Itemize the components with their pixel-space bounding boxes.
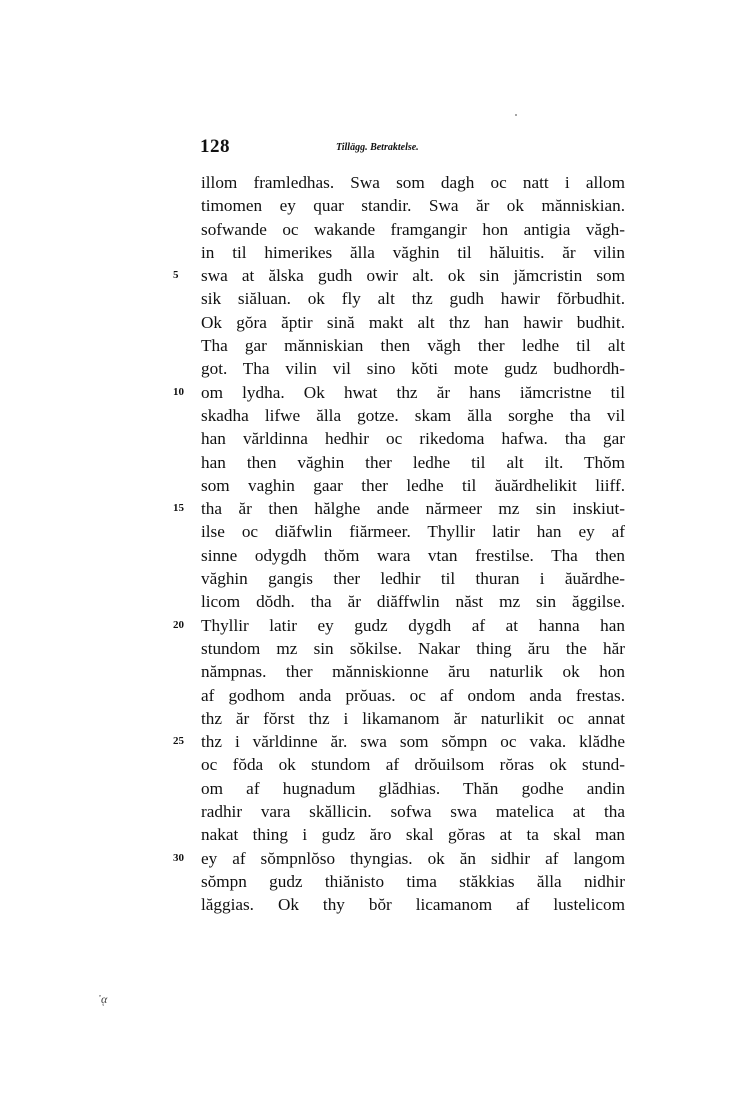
text-line	[201, 194, 625, 217]
text-line	[201, 753, 625, 776]
line-text: licom dŏdh. tha ăr diăffwlin năst mz sin ăggilse.	[201, 592, 625, 612]
text-line	[173, 264, 625, 287]
text-line	[173, 847, 625, 870]
line-text: skadha lifwe ălla gotze. skam ălla sorghe tha vil	[201, 405, 625, 425]
line-text: sik siăluan. ok fly alt thz gudh hawir fŏrbudhit.	[201, 289, 625, 309]
line-text: radhir vara skăllicin. sofwa swa matelica at tha	[201, 802, 625, 822]
line-text: thz ăr fŏrst thz i likamanom ăr naturlikit oc annat	[201, 708, 625, 728]
line-text: som vaghin gaar ther ledhe til ăuărdhelikit liiff.	[201, 475, 625, 495]
text-line	[201, 520, 625, 543]
line-text: ey af sŏmpnlŏso thyngias. ok ăn sidhir af langom	[201, 848, 625, 868]
line-text: Tha gar mănniskian then văgh ther ledhe til alt	[201, 336, 625, 356]
text-line	[201, 334, 625, 357]
ink-speck	[515, 114, 517, 116]
body-text	[173, 171, 625, 917]
text-line	[201, 660, 625, 683]
text-line	[201, 707, 625, 730]
line-number: 5	[173, 269, 179, 282]
text-line	[201, 590, 625, 613]
line-text: thz i vărldinne ăr. swa som sŏmpn oc vaka. klădhe	[201, 732, 625, 752]
line-text: han then văghin ther ledhe til alt ilt. Thŏm	[201, 452, 625, 472]
text-line	[201, 637, 625, 660]
text-line	[201, 800, 625, 823]
line-text: illom framledhas. Swa som dagh oc natt i allom	[201, 173, 625, 192]
text-line	[201, 171, 625, 194]
line-text: nămpnas. ther mănniskionne ăru naturlik ok hon	[201, 662, 625, 682]
text-line	[201, 218, 625, 241]
margin-mark: ᾽ᾳ	[97, 992, 108, 1006]
text-line	[201, 567, 625, 590]
line-text: sinne odygdh thŏm wara vtan frestilse. Tha then	[201, 545, 625, 565]
page-number: 128	[200, 136, 230, 157]
text-line	[201, 404, 625, 427]
text-line	[201, 451, 625, 474]
running-title: Tillägg. Betraktelse.	[336, 142, 419, 153]
text-line	[201, 544, 625, 567]
line-text: timomen ey quar standir. Swa ăr ok mănniskian.	[201, 196, 625, 216]
line-number: 15	[173, 502, 184, 515]
line-text: ilse oc diăfwlin fiărmeer. Thyllir latir han ey af	[201, 522, 625, 542]
text-line	[201, 870, 625, 893]
line-text: oc fŏda ok stundom af drŏuilsom rŏras ok stund-	[201, 755, 625, 775]
line-text: swa at ălska gudh owir alt. ok sin jămcristin som	[201, 266, 625, 286]
line-text: nakat thing i gudz ăro skal gŏras at ta skal man	[201, 825, 625, 845]
text-line	[201, 241, 625, 264]
line-number: 20	[173, 618, 184, 631]
line-text: văghin gangis ther ledhir til thuran i ăuărdhe-	[201, 569, 625, 589]
text-line	[201, 474, 625, 497]
line-text: sofwande oc wakande framgangir hon antigia văgh-	[201, 219, 625, 239]
line-text: han vărldinna hedhir oc rikedoma hafwa. tha gar	[201, 429, 625, 449]
line-text: tha ăr then hălghe ande nărmeer mz sin inskiut-	[201, 499, 625, 519]
line-text: lăggias. Ok thy bŏr licamanom af lustelicom	[201, 895, 625, 915]
text-line	[173, 497, 625, 520]
text-line	[201, 684, 625, 707]
line-text: sŏmpn gudz thiănisto tima stăkkias ălla nidhir	[201, 871, 625, 891]
text-line	[201, 311, 625, 334]
line-text: af godhom anda prŏuas. oc af ondom anda frestas.	[201, 685, 625, 705]
page-header	[200, 136, 630, 162]
text-line	[173, 730, 625, 753]
line-number: 30	[173, 851, 184, 864]
text-line	[201, 427, 625, 450]
text-line	[173, 614, 625, 637]
line-number: 25	[173, 735, 184, 748]
line-text: Ok gŏra ăptir sină makt alt thz han hawir budhit.	[201, 312, 625, 332]
line-text: Thyllir latir ey gudz dygdh af at hanna han	[201, 615, 625, 635]
line-number: 10	[173, 385, 184, 398]
line-text: got. Tha vilin vil sino kŏti mote gudz budhordh-	[201, 359, 625, 379]
text-line	[201, 893, 625, 916]
text-line	[201, 823, 625, 846]
text-line	[201, 287, 625, 310]
text-line	[201, 777, 625, 800]
text-line	[201, 357, 625, 380]
line-text: in til himerikes ălla văghin til hăluitis. ăr vilin	[201, 242, 625, 262]
line-text: om lydha. Ok hwat thz ăr hans iămcristne til	[201, 382, 625, 402]
line-text: om af hugnadum glădhias. Thăn godhe andin	[201, 778, 625, 798]
line-text: stundom mz sin sŏkilse. Nakar thing ăru the hăr	[201, 638, 625, 658]
text-line	[173, 381, 625, 404]
